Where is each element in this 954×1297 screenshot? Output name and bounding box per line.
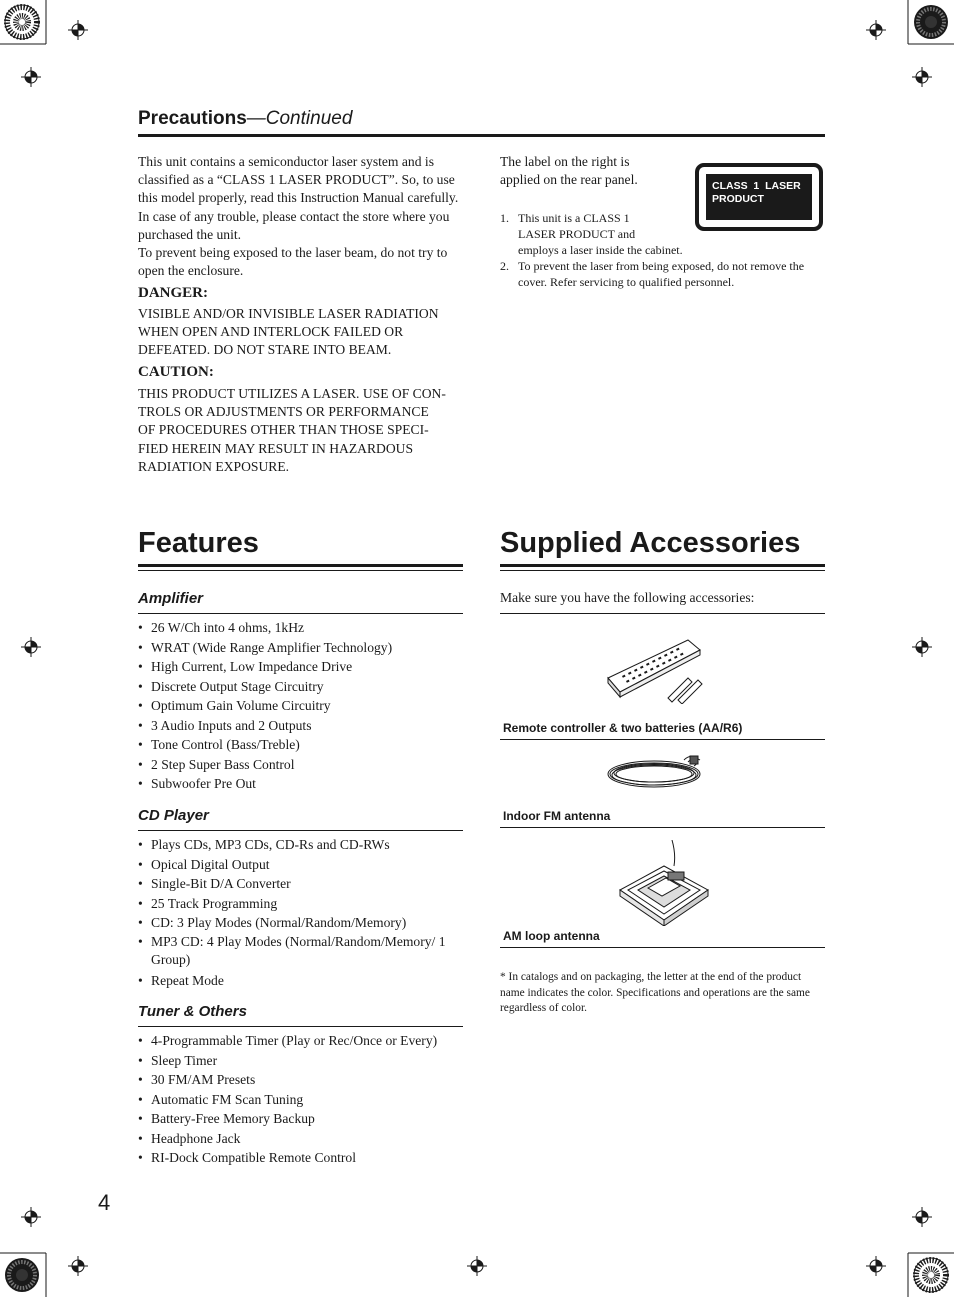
- feature-item: • 4-Programmable Timer (Play or Rec/Once or Every): [138, 1031, 468, 1051]
- accessories-title-rule-2: [500, 570, 825, 571]
- features-title-rule: [138, 564, 463, 567]
- registration-target-icon: [21, 1207, 41, 1227]
- caution-line: RADIATION EXPOSURE.: [138, 458, 290, 474]
- registration-target-icon: [467, 1256, 487, 1276]
- accessory-label: Remote controller & two batteries (AA/R6): [503, 721, 743, 735]
- registration-target-icon: [912, 67, 932, 87]
- feature-item: • Discrete Output Stage Circuitry: [138, 677, 468, 697]
- registration-target-icon: [866, 20, 886, 40]
- danger-text: VISIBLE AND/OR INVISIBLE LASER RADIATION WHEN OPEN AND INTERLOCK FAILED OR DEFEATED. DO NOT STARE INTO BEAM.: [138, 306, 439, 358]
- sunburst-target-icon: [913, 4, 949, 40]
- accessories-title: Supplied Accessories: [500, 527, 801, 559]
- registration-target-icon: [21, 67, 41, 87]
- accessory-label: Indoor FM antenna: [503, 809, 611, 823]
- features-title: Features: [138, 527, 259, 559]
- tuner-rule: [138, 1026, 463, 1027]
- note-line: LASER PRODUCT and: [518, 227, 636, 241]
- caution-text: [138, 385, 468, 476]
- am-antenna-illustration: [614, 840, 714, 926]
- feature-item: • 26 W/Ch into 4 ohms, 1kHz: [138, 618, 468, 638]
- tuner-heading: Tuner & Others: [138, 1003, 247, 1020]
- laser-notes: [500, 210, 826, 290]
- feature-item: • Battery-Free Memory Backup: [138, 1109, 468, 1129]
- accessory-label: AM loop antenna: [503, 929, 600, 943]
- label-location-text: The label on the right is applied on the rear panel.: [500, 154, 638, 188]
- caution-line: FIED HEREIN MAY RESULT IN HAZARDOUS: [138, 440, 414, 456]
- note-line: To prevent the laser from being exposed, do not remove the: [518, 259, 805, 273]
- laser-intro-paragraph: This unit contains a semiconductor laser system and is classified as a “CLASS 1 LASER PRODUCT”. So, to use this model properly, read this Instruction Manual carefully. In case of any trouble, please contact the store where you purchased the unit.: [138, 154, 459, 242]
- features-title-rule-2: [138, 570, 463, 571]
- sunburst-target-icon: [4, 1257, 40, 1293]
- fm-antenna-illustration: [604, 750, 720, 794]
- feature-item: • RI-Dock Compatible Remote Control: [138, 1148, 468, 1168]
- cd-player-list: [138, 835, 468, 990]
- danger-heading: DANGER:: [138, 285, 208, 301]
- feature-item: • 2 Step Super Bass Control: [138, 755, 468, 775]
- feature-item: • High Current, Low Impedance Drive: [138, 657, 468, 677]
- note-line: employs a laser inside the cabinet.: [518, 243, 683, 257]
- header-continued: —Continued: [246, 108, 353, 129]
- laser-note: [500, 258, 826, 290]
- feature-item: • WRAT (Wide Range Amplifier Technology): [138, 638, 468, 658]
- amplifier-heading: Amplifier: [138, 590, 204, 607]
- feature-item: • Opical Digital Output: [138, 855, 468, 875]
- registration-target-icon: [21, 637, 41, 657]
- feature-item: • 3 Audio Inputs and 2 Outputs: [138, 716, 468, 736]
- feature-item: • Single-Bit D/A Converter: [138, 874, 468, 894]
- feature-item: • 25 Track Programming: [138, 894, 468, 914]
- feature-item: • Sleep Timer: [138, 1051, 468, 1071]
- sunburst-target-icon: [4, 4, 40, 40]
- feature-item: • Optimum Gain Volume Circuitry: [138, 696, 468, 716]
- laser-note: [500, 210, 826, 258]
- remote-controller-illustration: [604, 634, 710, 704]
- feature-item: • Headphone Jack: [138, 1129, 468, 1149]
- accessories-title-rule: [500, 564, 825, 567]
- accessories-intro-rule: [500, 613, 825, 614]
- cd-player-rule: [138, 830, 463, 831]
- color-footnote: * In catalogs and on packaging, the letter at the end of the product name indicates the color. Specifications and operations are the same regardless of color.: [500, 971, 810, 1014]
- header-rule: [138, 134, 825, 137]
- laser-exposure-paragraph: To prevent being exposed to the laser beam, do not try to open the enclosure.: [138, 245, 448, 279]
- cd-player-heading: CD Player: [138, 807, 209, 824]
- laser-label-line: PRODUCT: [712, 193, 764, 205]
- note-number: 1.: [500, 211, 509, 225]
- caution-line: OF PROCEDURES OTHER THAN THOSE SPECI-: [138, 422, 429, 438]
- header-title: Precautions: [138, 108, 247, 129]
- registration-target-icon: [912, 1207, 932, 1227]
- page-header: [138, 108, 825, 130]
- note-line: cover. Refer servicing to qualified personnel.: [518, 275, 735, 289]
- laser-label-line: CLASS 1 LASER: [712, 180, 801, 192]
- accessories-intro: Make sure you have the following accessories:: [500, 590, 755, 605]
- sunburst-target-icon: [913, 1257, 949, 1293]
- feature-item: • CD: 3 Play Modes (Normal/Random/Memory): [138, 913, 468, 933]
- accessory-rule: [500, 947, 825, 948]
- feature-item: • Automatic FM Scan Tuning: [138, 1090, 468, 1110]
- page-number: 4: [98, 1190, 111, 1215]
- amplifier-list: [138, 618, 468, 794]
- feature-item: • Subwoofer Pre Out: [138, 774, 468, 794]
- feature-item: • Plays CDs, MP3 CDs, CD-Rs and CD-RWs: [138, 835, 468, 855]
- feature-item: • MP3 CD: 4 Play Modes (Normal/Random/Memory/ 1 Group): [138, 933, 468, 971]
- note-number: 2.: [500, 259, 509, 273]
- caution-line: TROLS OR ADJUSTMENTS OR PERFORMANCE: [138, 404, 429, 420]
- accessory-rule: [500, 827, 825, 828]
- registration-target-icon: [68, 20, 88, 40]
- note-line: This unit is a CLASS 1: [518, 211, 630, 225]
- caution-line: THIS PRODUCT UTILIZES A LASER. USE OF CON-: [138, 386, 446, 401]
- registration-target-icon: [912, 637, 932, 657]
- tuner-list: [138, 1031, 468, 1168]
- feature-item: • Repeat Mode: [138, 971, 468, 991]
- caution-heading: CAUTION:: [138, 364, 214, 380]
- accessory-rule: [500, 739, 825, 740]
- registration-target-icon: [68, 1256, 88, 1276]
- feature-item: • Tone Control (Bass/Treble): [138, 735, 468, 755]
- registration-target-icon: [866, 1256, 886, 1276]
- amplifier-rule: [138, 613, 463, 614]
- feature-item: • 30 FM/AM Presets: [138, 1070, 468, 1090]
